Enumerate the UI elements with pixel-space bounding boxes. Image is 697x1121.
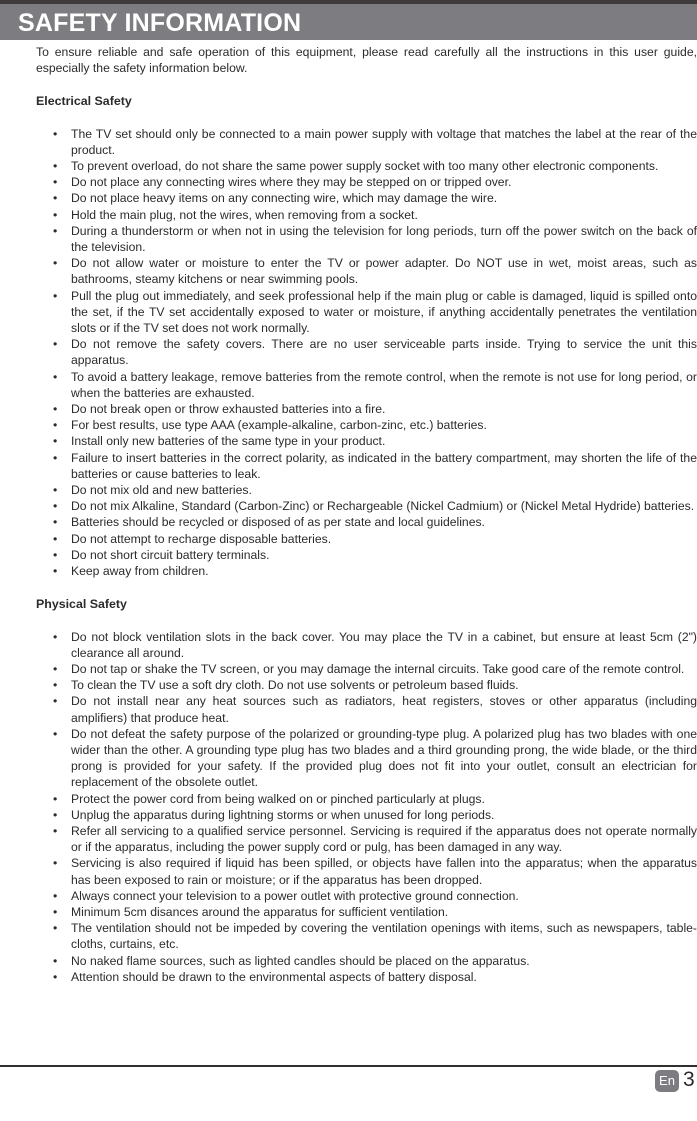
- physical-safety-item: • Minimum 5cm disances around the apparatus for sufficient ventilation.: [36, 904, 697, 920]
- footer-rule: [0, 1065, 697, 1067]
- physical-safety-item: • Protect the power cord from being walked on or pinched particularly at plugs.: [36, 791, 697, 807]
- electrical-safety-item: • Do not remove the safety covers. There are no user serviceable parts inside. Trying to service the unit this apparatus.: [36, 336, 697, 368]
- electrical-safety-item: • To avoid a battery leakage, remove batteries from the remote control, when the remote is not use for long period, or when the batteries are exhausted.: [36, 369, 697, 401]
- language-badge: En: [655, 1070, 679, 1092]
- physical-safety-item: • Always connect your television to a power outlet with protective ground connection.: [36, 888, 697, 904]
- physical-safety-item: • Refer all servicing to a qualified service personnel. Servicing is required if the apparatus does not operate normally or if the apparatus, including the power supply cord or pulg, has been damaged in any way.: [36, 823, 697, 855]
- electrical-safety-item: • The TV set should only be connected to a main power supply with voltage that matches the label at the rear of the product.: [36, 126, 697, 158]
- page-title: SAFETY INFORMATION: [18, 9, 302, 37]
- electrical-safety-list: [36, 126, 697, 580]
- physical-safety-item: • To clean the TV use a soft dry cloth. Do not use solvents or petroleum based fluids.: [36, 677, 697, 693]
- electrical-safety-item: • Do not attempt to recharge disposable batteries.: [36, 531, 697, 547]
- physical-safety-heading: Physical Safety: [36, 597, 127, 612]
- electrical-safety-item: • Hold the main plug, not the wires, when removing from a socket.: [36, 207, 697, 223]
- physical-safety-item: • The ventilation should not be impeded by covering the ventilation openings with items, such as newspapers, table-cloths, curtains, etc.: [36, 920, 697, 952]
- physical-safety-item: • Attention should be drawn to the environmental aspects of battery disposal.: [36, 969, 697, 985]
- electrical-safety-item: • Do not mix Alkaline, Standard (Carbon-Zinc) or Rechargeable (Nickel Cadmium) or (Nickel Metal Hydride) batteries.: [36, 498, 697, 514]
- electrical-safety-item: • For best results, use type AAA (example-alkaline, carbon-zinc, etc.) batteries.: [36, 417, 697, 433]
- intro-paragraph: To ensure reliable and safe operation of this equipment, please read carefully all the instructions in this user guide, especially the safety information below.: [36, 45, 697, 76]
- electrical-safety-item: • Do not mix old and new batteries.: [36, 482, 697, 498]
- electrical-safety-item: • Failure to insert batteries in the correct polarity, as indicated in the battery compartment, may shorten the life of the batteries or cause batteries to leak.: [36, 450, 697, 482]
- physical-safety-item: • Unplug the apparatus during lightning storms or when unused for long periods.: [36, 807, 697, 823]
- electrical-safety-heading: Electrical Safety: [36, 94, 132, 109]
- electrical-safety-item: • Do not break open or throw exhausted batteries into a fire.: [36, 401, 697, 417]
- physical-safety-item: • Do not defeat the safety purpose of the polarized or grounding-type plug. A polarized plug has two blades with one wider than the other. A grounding type plug has two blades and a third grounding prong, the wide blade, or the third prong is provided for your safety. If the provided plug does not fit into your outlet, consult an electrician for replacement of the obsolete outlet.: [36, 726, 697, 791]
- electrical-safety-item: • Do not place any connecting wires where they may be stepped on or tripped over.: [36, 174, 697, 190]
- page-number: 3: [683, 1068, 695, 1091]
- electrical-safety-item: • Pull the plug out immediately, and seek professional help if the main plug or cable is damaged, liquid is spilled onto the set, if the TV set accidentally exposed to water or moisture, if anything accidentally penetrates the ventilation slots or if the TV set does not work normally.: [36, 288, 697, 337]
- electrical-safety-item: • Install only new batteries of the same type in your product.: [36, 433, 697, 449]
- electrical-safety-item: • During a thunderstorm or when not in using the television for long periods, turn off the power switch on the back of the television.: [36, 223, 697, 255]
- physical-safety-item: • Do not block ventilation slots in the back cover. You may place the TV in a cabinet, but ensure at least 5cm (2") clearance all around.: [36, 629, 697, 661]
- electrical-safety-item: • Batteries should be recycled or disposed of as per state and local guidelines.: [36, 514, 697, 530]
- electrical-safety-item: • Do not allow water or moisture to enter the TV or power adapter. Do NOT use in wet, moist areas, such as bathrooms, steamy kitchens or near swimming pools.: [36, 255, 697, 287]
- electrical-safety-item: • Do not short circuit battery terminals.: [36, 547, 697, 563]
- physical-safety-item: • Do not tap or shake the TV screen, or you may damage the internal circuits. Take good care of the remote control.: [36, 661, 697, 677]
- header-bar: [0, 4, 697, 40]
- electrical-safety-item: • Do not place heavy items on any connecting wire, which may damage the wire.: [36, 190, 697, 206]
- electrical-safety-item: • To prevent overload, do not share the same power supply socket with too many other electronic components.: [36, 158, 697, 174]
- content-body: [36, 44, 697, 985]
- physical-safety-list: [36, 629, 697, 985]
- physical-safety-item: • Servicing is also required if liquid has been spilled, or objects have fallen into the apparatus; when the apparatus has been exposed to rain or moisture; or if the apparatus has been dropped.: [36, 855, 697, 887]
- physical-safety-item: • No naked flame sources, such as lighted candles should be placed on the apparatus.: [36, 953, 697, 969]
- electrical-safety-item: • Keep away from children.: [36, 563, 697, 579]
- physical-safety-item: • Do not install near any heat sources such as radiators, heat registers, stoves or other apparatus (including amplifiers) that produce heat.: [36, 693, 697, 725]
